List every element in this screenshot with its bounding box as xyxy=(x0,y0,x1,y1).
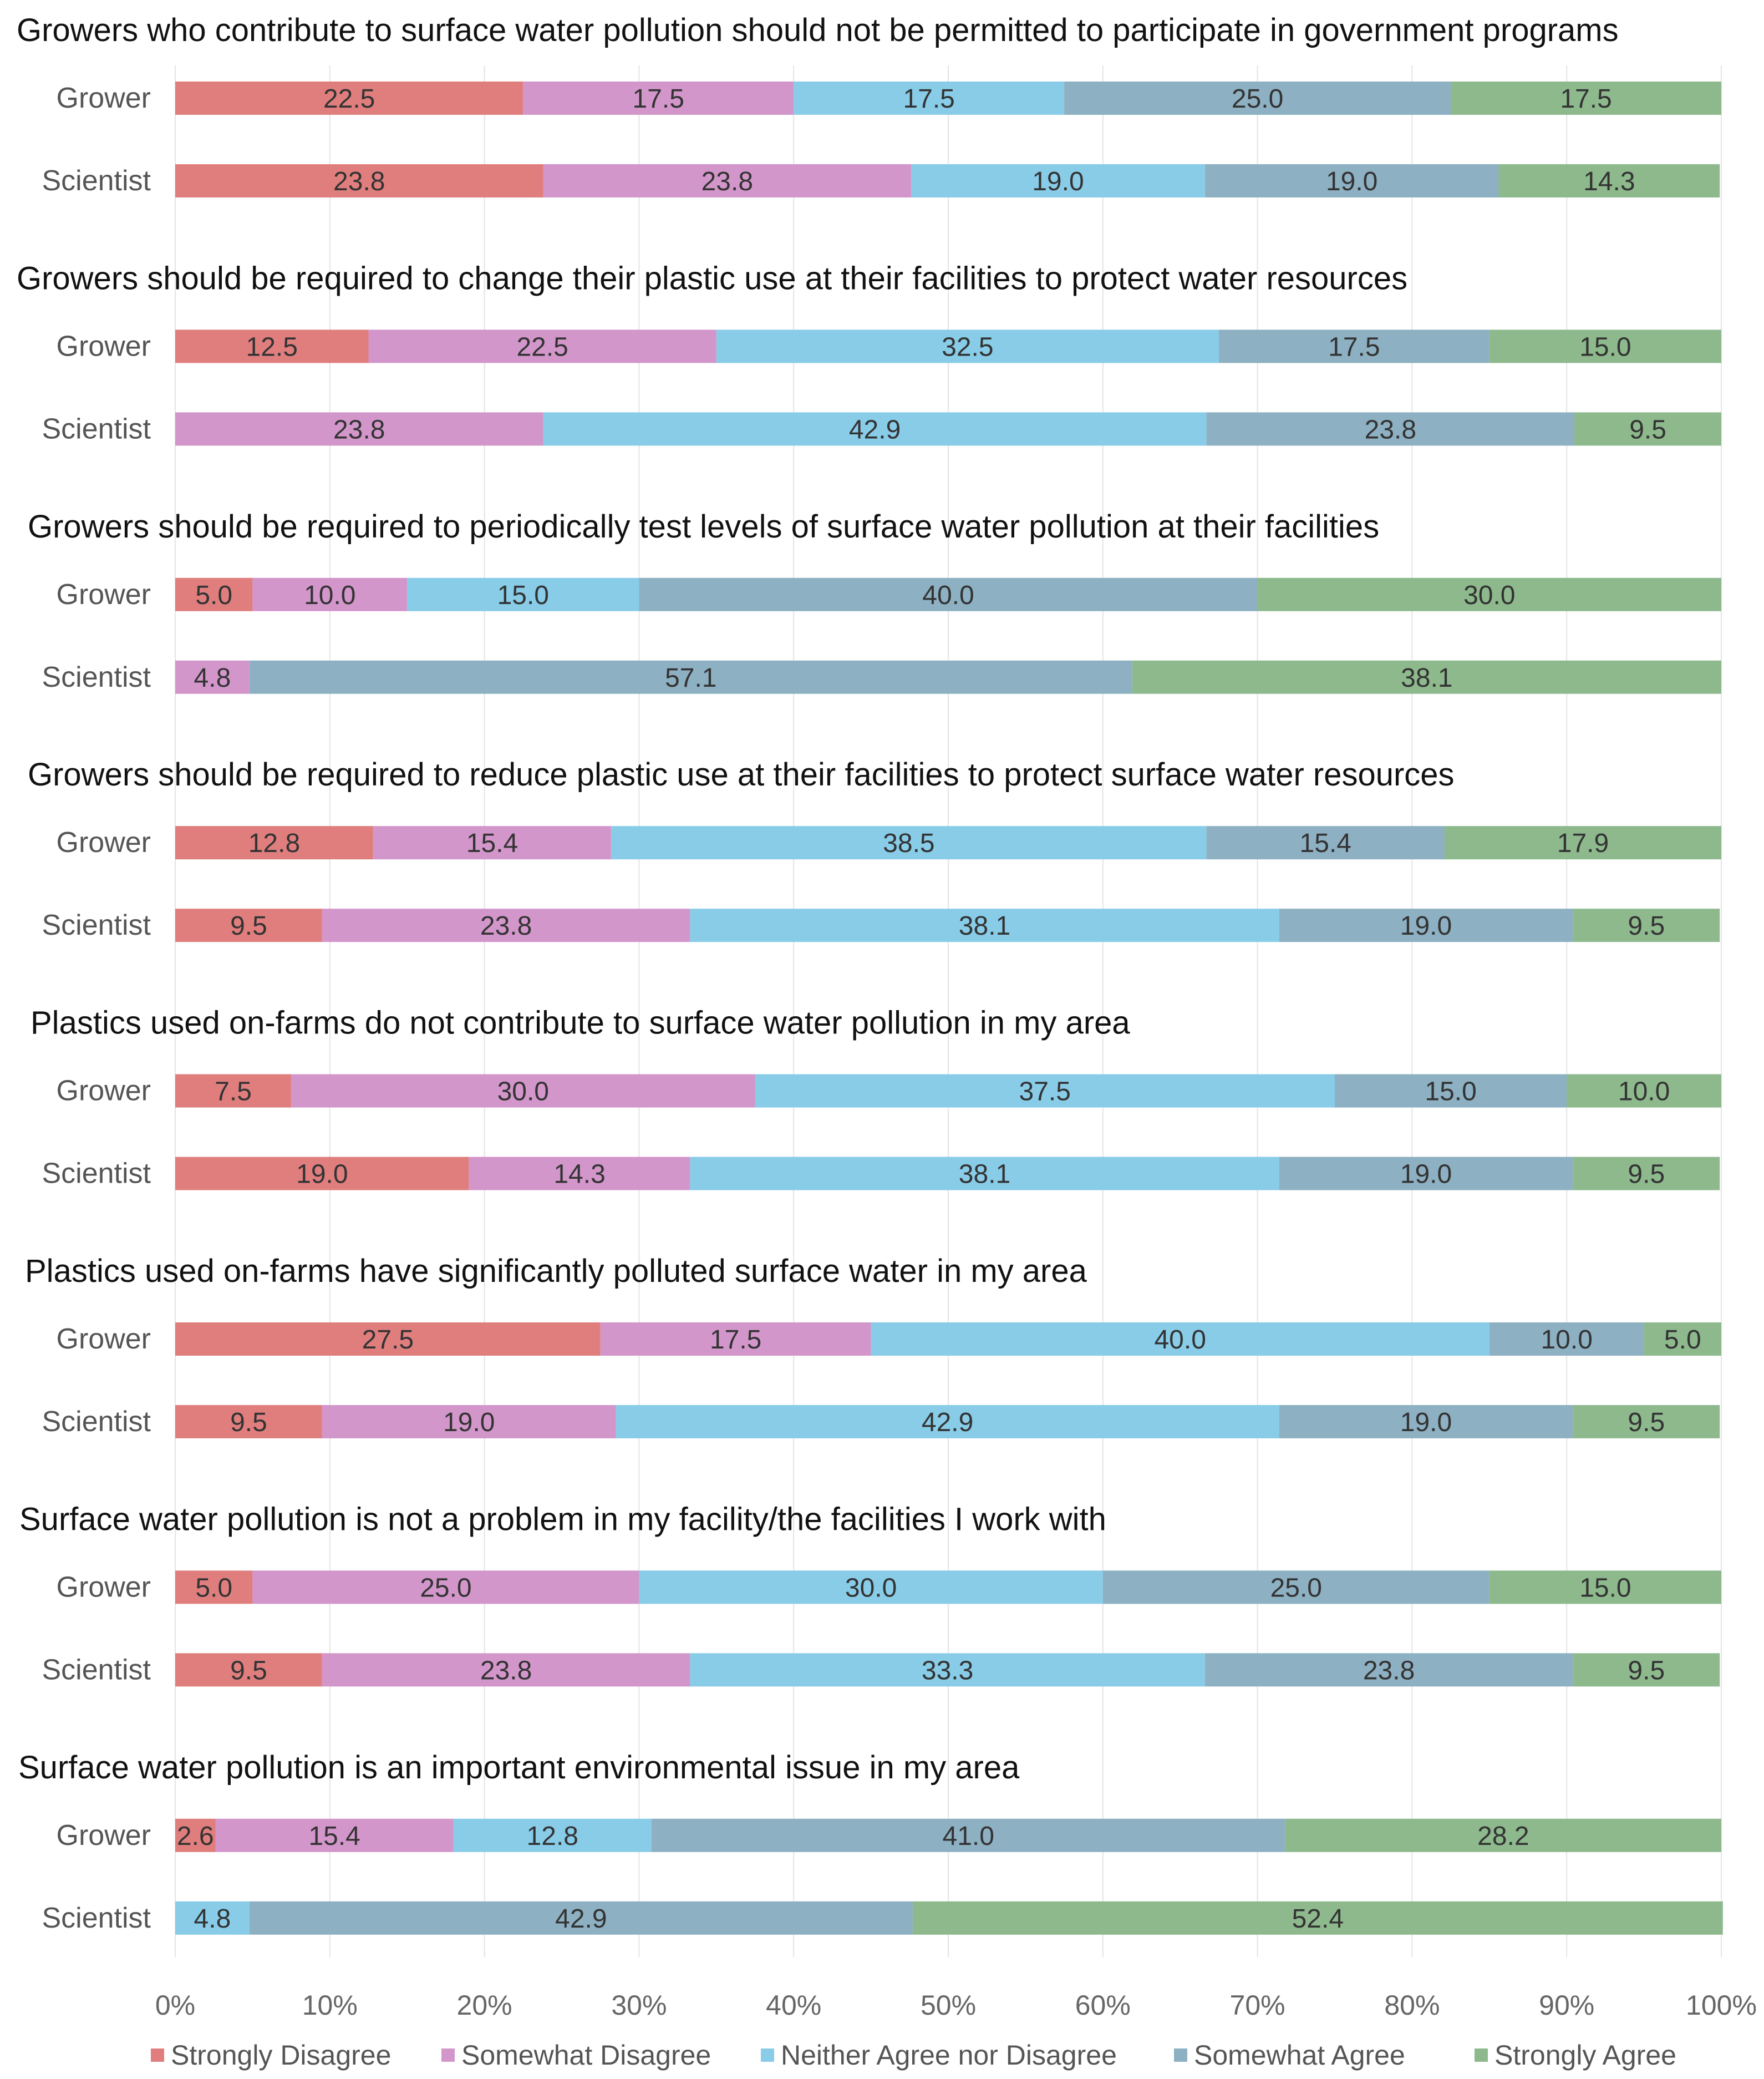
data-label: 2.6 xyxy=(176,1821,214,1851)
data-label: 17.9 xyxy=(1557,829,1609,859)
data-label: 37.5 xyxy=(1019,1077,1071,1107)
data-label: 12.8 xyxy=(248,829,301,859)
data-label: 15.4 xyxy=(1299,829,1351,859)
data-label: 12.8 xyxy=(526,1821,578,1851)
bar-row xyxy=(42,1405,1720,1438)
row-label: Scientist xyxy=(42,1406,151,1438)
legend-label: Somewhat Agree xyxy=(1194,2040,1405,2071)
data-label: 42.9 xyxy=(848,415,901,445)
legend-item xyxy=(1174,2040,1405,2071)
data-label: 10.0 xyxy=(1618,1077,1670,1107)
data-label: 40.0 xyxy=(1154,1325,1206,1355)
bar-row xyxy=(42,661,1721,694)
data-label: 15.0 xyxy=(1579,332,1631,362)
row-label: Grower xyxy=(56,1323,151,1355)
data-label: 41.0 xyxy=(942,1821,994,1851)
row-label: Scientist xyxy=(42,909,151,942)
data-label: 15.0 xyxy=(1425,1077,1477,1107)
legend-label: Somewhat Disagree xyxy=(461,2040,711,2071)
data-label: 19.0 xyxy=(1400,911,1452,941)
data-label: 17.5 xyxy=(903,84,955,114)
data-label: 38.5 xyxy=(883,829,935,859)
data-label: 23.8 xyxy=(701,167,754,196)
x-tick-label: 80% xyxy=(1384,1990,1440,2021)
data-label: 4.8 xyxy=(194,1904,231,1934)
data-label: 40.0 xyxy=(922,580,974,610)
x-tick-label: 10% xyxy=(302,1990,358,2021)
bar-row xyxy=(57,826,1721,859)
bar-row xyxy=(57,1322,1721,1356)
row-label: Scientist xyxy=(42,1157,151,1190)
legend-label: Strongly Agree xyxy=(1494,2040,1676,2071)
row-label: Grower xyxy=(56,826,151,859)
data-label: 23.8 xyxy=(1364,415,1417,445)
row-label: Scientist xyxy=(42,413,151,445)
data-label: 23.8 xyxy=(333,415,385,445)
data-label: 15.0 xyxy=(1579,1573,1631,1603)
data-label: 14.3 xyxy=(553,1159,606,1189)
bar-row xyxy=(42,1901,1722,1935)
panel-title: Growers should be required to periodically test levels of surface water pollution at their facilities xyxy=(28,508,1380,545)
data-label: 30.0 xyxy=(1463,580,1516,610)
bar-row xyxy=(57,1819,1721,1852)
data-label: 5.0 xyxy=(195,580,233,610)
bar-row xyxy=(42,909,1720,942)
panel-title: Growers should be required to reduce plastic use at their facilities to protect surface water resources xyxy=(28,757,1455,793)
data-label: 9.5 xyxy=(1628,1159,1665,1189)
panel-title: Plastics used on-farms have significantly polluted surface water in my area xyxy=(25,1253,1087,1289)
data-label: 5.0 xyxy=(195,1573,233,1603)
data-label: 23.8 xyxy=(480,911,532,941)
panel-title: Surface water pollution is an important environmental issue in my area xyxy=(18,1749,1020,1786)
data-label: 38.1 xyxy=(1401,663,1453,693)
data-label: 9.5 xyxy=(1628,1656,1665,1686)
data-label: 9.5 xyxy=(1629,415,1666,445)
bar-row xyxy=(57,329,1721,363)
data-label: 12.5 xyxy=(246,332,298,362)
data-label: 19.0 xyxy=(1032,167,1084,196)
row-label: Scientist xyxy=(42,1901,151,1934)
row-label: Grower xyxy=(56,330,151,363)
bar-row xyxy=(42,1157,1720,1190)
data-label: 22.5 xyxy=(323,84,375,114)
data-label: 19.0 xyxy=(296,1159,348,1189)
data-label: 19.0 xyxy=(1400,1159,1452,1189)
data-label: 38.1 xyxy=(958,1159,1011,1189)
x-tick-label: 60% xyxy=(1075,1990,1131,2021)
row-label: Grower xyxy=(56,82,151,114)
data-label: 9.5 xyxy=(230,1656,267,1686)
data-label: 23.8 xyxy=(480,1656,532,1686)
bar-row xyxy=(57,1074,1721,1108)
row-label: Grower xyxy=(56,1571,151,1604)
data-label: 15.4 xyxy=(466,829,518,859)
data-label: 23.8 xyxy=(1363,1656,1415,1686)
x-tick-label: 20% xyxy=(456,1990,512,2021)
data-label: 38.1 xyxy=(958,911,1011,941)
data-label: 30.0 xyxy=(845,1573,897,1603)
bar-row xyxy=(42,1653,1720,1686)
data-label: 5.0 xyxy=(1664,1325,1701,1355)
row-label: Scientist xyxy=(42,661,151,693)
data-label: 9.5 xyxy=(230,1408,267,1437)
data-label: 42.9 xyxy=(921,1408,974,1437)
data-label: 25.0 xyxy=(420,1573,472,1603)
data-label: 27.5 xyxy=(362,1325,414,1355)
legend-swatch xyxy=(441,2048,455,2062)
x-tick-label: 90% xyxy=(1539,1990,1595,2021)
panel-title: Surface water pollution is not a problem in my facility/the facilities I work with xyxy=(19,1501,1106,1538)
x-tick-label: 30% xyxy=(611,1990,667,2021)
x-tick-label: 50% xyxy=(920,1990,977,2021)
row-label: Grower xyxy=(56,1074,151,1107)
legend-label: Strongly Disagree xyxy=(171,2040,392,2071)
data-label: 28.2 xyxy=(1477,1821,1529,1851)
bar-row xyxy=(57,578,1721,611)
row-label: Grower xyxy=(56,1819,151,1852)
data-label: 7.5 xyxy=(215,1077,252,1107)
x-tick-label: 100% xyxy=(1686,1990,1757,2021)
data-label: 10.0 xyxy=(1541,1325,1593,1355)
row-label: Scientist xyxy=(42,1654,151,1686)
data-label: 25.0 xyxy=(1270,1573,1323,1603)
row-label: Grower xyxy=(56,578,151,611)
legend-item xyxy=(1475,2040,1676,2071)
bar-row xyxy=(42,412,1721,445)
data-label: 17.5 xyxy=(632,84,684,114)
data-label: 15.4 xyxy=(308,1821,360,1851)
data-label: 22.5 xyxy=(516,332,568,362)
data-label: 25.0 xyxy=(1231,84,1284,114)
data-label: 57.1 xyxy=(665,663,717,693)
data-label: 19.0 xyxy=(1400,1408,1452,1437)
legend-label: Neither Agree nor Disagree xyxy=(781,2040,1117,2071)
legend-swatch xyxy=(1174,2048,1187,2062)
bar-row xyxy=(57,82,1721,115)
data-label: 32.5 xyxy=(942,332,994,362)
panel-title: Growers should be required to change their plastic use at their facilities to protect water resources xyxy=(17,260,1408,297)
data-label: 4.8 xyxy=(194,663,231,693)
data-label: 33.3 xyxy=(921,1656,974,1686)
legend-item xyxy=(151,2040,391,2071)
bar-row xyxy=(57,1570,1721,1604)
data-label: 9.5 xyxy=(1628,911,1665,941)
data-label: 23.8 xyxy=(333,167,385,196)
data-label: 19.0 xyxy=(443,1408,495,1437)
x-tick-label: 40% xyxy=(766,1990,822,2021)
data-label: 17.5 xyxy=(1560,84,1612,114)
panel xyxy=(17,12,1721,197)
legend-item xyxy=(441,2040,711,2071)
data-label: 30.0 xyxy=(497,1077,550,1107)
legend-swatch xyxy=(151,2048,164,2062)
data-label: 17.5 xyxy=(1328,332,1380,362)
data-label: 10.0 xyxy=(304,580,356,610)
data-label: 19.0 xyxy=(1325,167,1378,196)
data-label: 9.5 xyxy=(230,911,267,941)
data-label: 15.0 xyxy=(497,580,550,610)
legend-swatch xyxy=(1475,2048,1488,2062)
legend-item xyxy=(761,2040,1117,2071)
x-tick-label: 0% xyxy=(155,1990,196,2021)
row-label: Scientist xyxy=(42,165,151,197)
data-label: 52.4 xyxy=(1292,1904,1344,1934)
panel-title: Plastics used on-farms do not contribute to surface water pollution in my area xyxy=(30,1005,1130,1041)
legend-swatch xyxy=(761,2048,774,2062)
data-label: 42.9 xyxy=(555,1904,607,1934)
data-label: 9.5 xyxy=(1628,1408,1665,1437)
data-label: 17.5 xyxy=(709,1325,762,1355)
bar-row xyxy=(42,164,1720,197)
panel-title: Growers who contribute to surface water pollution should not be permitted to participate in government programs xyxy=(17,12,1619,48)
x-tick-label: 70% xyxy=(1229,1990,1285,2021)
data-label: 14.3 xyxy=(1583,167,1635,196)
